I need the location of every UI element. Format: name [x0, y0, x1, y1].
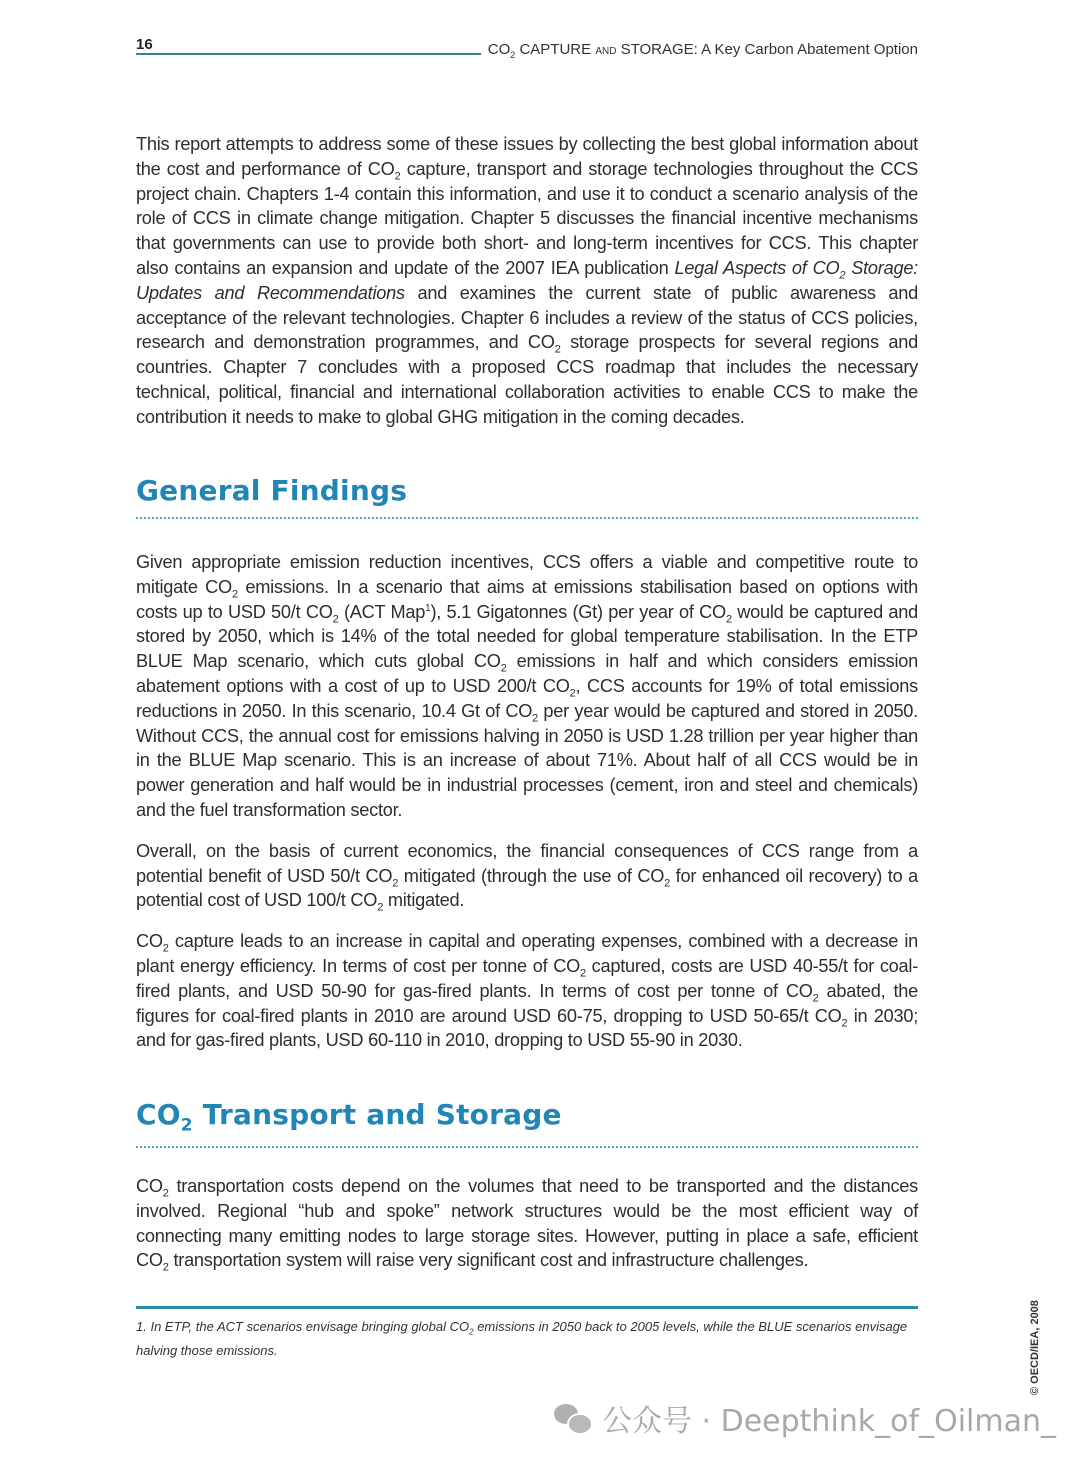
running-title-part1: CAPTURE	[515, 41, 596, 58]
text-run: transportation system will raise very significant cost and infrastructure challenges.	[168, 1250, 809, 1271]
text-run: in 2030; and for gas-fired plants, USD 60-110 in 2010, dropping to USD 55-90 in 2030.	[136, 1005, 919, 1051]
subscript: 2	[394, 170, 401, 183]
heading-dotted-rule	[136, 517, 918, 519]
running-title-and: AND	[595, 46, 617, 57]
findings-paragraph-3	[136, 929, 918, 1053]
transport-paragraph-1	[136, 1174, 918, 1273]
text-run: Overall, on the basis of current economics, the financial consequences of CCS range from a potential benefit of USD 50/t CO	[136, 840, 918, 886]
transport-storage-section	[136, 1098, 918, 1148]
general-findings-body	[136, 550, 918, 1053]
text-run: and examines the current state of public awareness and acceptance of the relevant technologies. Chapter 6 includes a review of the status of CCS policies, research and demonstration programmes, and CO	[136, 282, 918, 353]
subscript: 2	[664, 877, 670, 890]
heading-rest: Transport and Storage	[192, 1098, 562, 1131]
watermark	[554, 1396, 1056, 1440]
subscript: 2	[332, 613, 339, 626]
page-number: 16	[136, 36, 153, 53]
section-heading-transport-storage	[136, 1098, 918, 1136]
heading-dotted-rule	[136, 1146, 918, 1148]
text-run: mitigated.	[383, 890, 465, 911]
subscript: 2	[231, 588, 238, 601]
text-run: per year would be captured and stored in 2050. Without CCS, the annual cost for emissions halving in 2050 is USD 1.28 trillion per year higher than in the BLUE Map scenario. This is an increase of about 71%. About half of all CCS would be in power generation and half would be in industrial processes (cement, iron and steel and chemicals) and the fuel transformation sector.	[136, 700, 918, 820]
general-findings-section	[136, 474, 918, 519]
subscript: 2	[725, 613, 732, 626]
text-run: ), 5.1 Gigatonnes (Gt) per year of CO	[430, 601, 726, 622]
subscript: 2	[569, 687, 576, 700]
text-run: Legal Aspects of CO	[674, 257, 840, 278]
subscript: 2	[554, 344, 561, 357]
header-rule	[136, 53, 481, 55]
transport-storage-body	[136, 1174, 918, 1273]
wechat-icon	[554, 1402, 592, 1434]
subscript: 2	[392, 877, 399, 890]
findings-paragraph-2	[136, 839, 918, 913]
watermark-text: 公众号 · Deepthink_of_Oilman_	[602, 1404, 1056, 1439]
subscript: 2	[812, 992, 819, 1005]
subscript: 2	[579, 967, 586, 980]
text-run: emissions in half and which considers emission abatement options with a cost of up to USD 200/t CO	[136, 651, 919, 696]
subscript: 2	[162, 1262, 169, 1275]
section-heading-general-findings: General Findings	[136, 474, 408, 507]
text-run: Storage: Updates and Recommendations	[136, 257, 918, 303]
intro-section	[136, 132, 918, 430]
copyright-notice: © OECD/IEA, 2008	[1029, 1300, 1041, 1395]
page-header	[136, 36, 918, 60]
text-run: would be captured and stored by 2050, which is 14% of the total needed for global temperature stabilisation. In the ETP BLUE Map scenario, which cuts global CO	[136, 601, 919, 672]
findings-paragraph-1	[136, 550, 918, 823]
text-run: emissions. In a scenario that aims at emissions stabilisation based on options with costs up to USD 50/t CO	[136, 576, 918, 622]
heading-subscript: 2	[180, 1115, 193, 1136]
text-run: captured, costs are USD 40-55/t for coal-fired plants, and USD 50-90 for gas-fired plants. In terms of cost per tonne of CO	[136, 955, 918, 1001]
running-title-sub: 2	[510, 50, 516, 60]
footnote-rule	[136, 1306, 918, 1309]
subscript: 2	[377, 902, 384, 914]
text-run: capture leads to an increase in capital and operating expenses, combined with a decrease in plant energy efficiency. In terms of cost per tonne of CO	[136, 931, 918, 976]
text-run: storage prospects for several regions and countries. Chapter 7 concludes with a proposed CCS roadmap that includes the necessary technical, political, financial and international collaboration activities to enable CCS to make the contribution it needs to make to global GHG mitigation in the coming decades.	[136, 332, 918, 427]
text-run: CO	[136, 1176, 163, 1196]
text-run: emissions in 2050 back to 2005 levels, while the BLUE scenarios envisage halving those emissions.	[136, 1319, 908, 1358]
subscript: 2	[162, 942, 169, 955]
subscript: 2	[500, 662, 507, 675]
running-title-co: CO	[487, 41, 511, 58]
footnote-1	[136, 1318, 918, 1360]
intro-paragraph	[136, 132, 918, 430]
text-run: Given appropriate emission reduction incentives, CCS offers a viable and competitive route to mitigate CO	[136, 552, 918, 597]
text-run: for enhanced oil recovery) to a potential cost of USD 100/t CO	[136, 865, 919, 911]
text-run: (ACT Map	[338, 601, 426, 622]
subscript: 2	[532, 712, 538, 725]
heading-co: CO	[136, 1098, 181, 1131]
subscript: 2	[841, 1017, 848, 1030]
subscript: 2	[839, 269, 846, 282]
text-run: abated, the figures for coal-fired plants in 2010 are around USD 60-75, dropping to USD 50-65/t CO	[136, 980, 918, 1026]
running-title	[488, 41, 918, 60]
text-run: transportation costs depend on the volumes that need to be transported and the distances involved. Regional “hub and spoke” network structures would be the most efficient way of connecting many emitting nodes to large storage sites. However, putting in place a safe, efficient CO	[136, 1176, 918, 1271]
text-run: capture, transport and storage technologies throughout the CCS project chain. Chapters 1-4 contain this information, and use it to conduct a scenario analysis of the role of CCS in climate change mitigation. Chapter 5 discusses the financial incentive mechanisms that governments can use to provide both short- and long-term incentives for CCS. This chapter also contains an expansion and update of the 2007 IEA publication	[136, 158, 918, 278]
text-run: CO	[136, 931, 163, 952]
footnote-reference[interactable]: 1	[425, 602, 431, 614]
text-run: , CCS accounts for 19% of total emissions reductions in 2050. In this scenario, 10.4 Gt of CO	[136, 675, 919, 721]
running-title-part2: STORAGE: A Key Carbon Abatement Option	[616, 41, 918, 58]
subscript: 2	[469, 1327, 474, 1337]
text-run: mitigated (through the use of CO	[398, 865, 665, 886]
text-run: 1. In ETP, the ACT scenarios envisage bringing global CO	[136, 1319, 470, 1334]
subscript: 2	[162, 1187, 169, 1200]
text-run: This report attempts to address some of these issues by collecting the best global information about the cost and performance of CO	[136, 134, 918, 179]
